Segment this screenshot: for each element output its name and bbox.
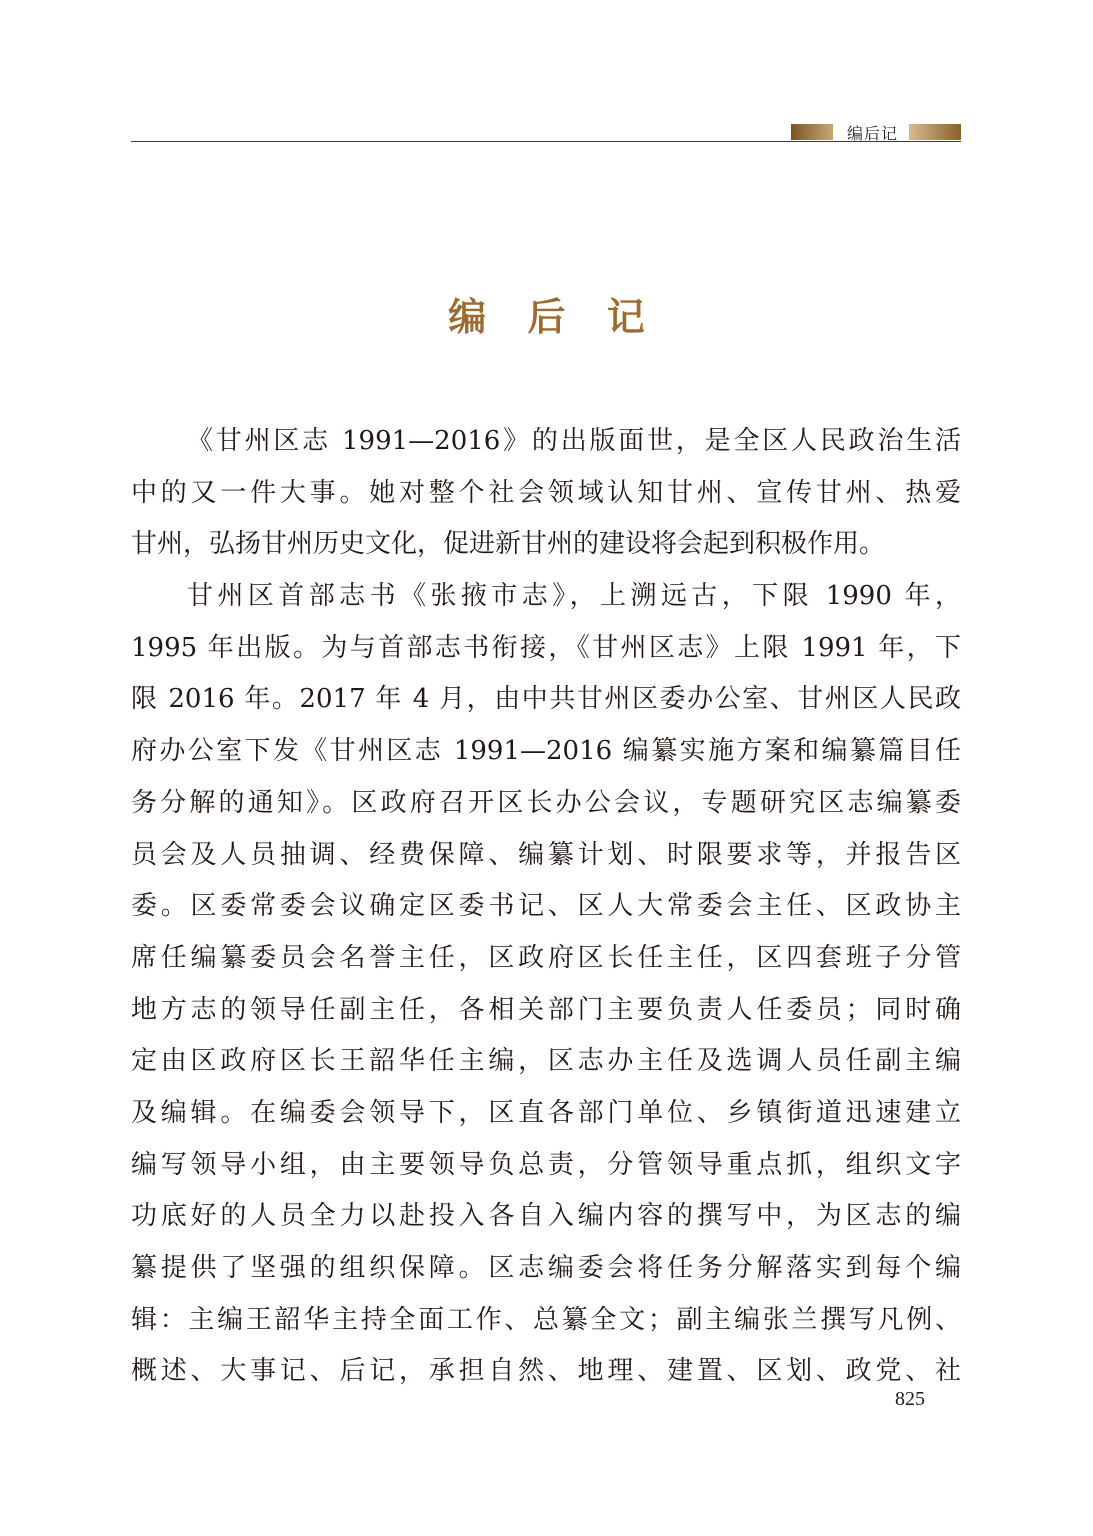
- text-line: 甘州，弘扬甘州历史文化，促进新甘州的建设将会起到积极作用。: [131, 529, 886, 560]
- header-accent-bar-right: [909, 124, 961, 140]
- text-line: 定由区政府区长王韶华任主编，区志办主任及选调人员任副主编: [131, 1046, 961, 1077]
- text-line: 委。区委常委会议确定区委书记、区人大常委会主任、区政协主: [131, 891, 961, 922]
- text-line: 《甘州区志 1991—2016》的出版面世，是全区人民政治生活: [187, 426, 961, 456]
- text-line: 1995 年出版。为与首部志书衔接，《甘州区志》上限 1991 年，下: [131, 632, 961, 663]
- body-text: [131, 416, 961, 1398]
- text-line: 及编辑。在编委会领导下，区直各部门单位、乡镇街道迅速建立: [131, 1097, 961, 1128]
- text-line: 功底好的人员全力以赴投入各自入编内容的撰写中，为区志的编: [131, 1201, 961, 1232]
- page-title: 编 后 记: [448, 295, 659, 339]
- text-line: 地方志的领导任副主任，各相关部门主要负责人任委员；同时确: [131, 994, 961, 1025]
- page-number: 825: [895, 1388, 925, 1410]
- running-header: [791, 123, 961, 141]
- running-header-label: 编后记: [847, 123, 899, 143]
- text-line: 编写领导小组，由主要领导负总责，分管领导重点抓，组织文字: [131, 1149, 961, 1180]
- text-line: 纂提供了坚强的组织保障。区志编委会将任务分解落实到每个编: [131, 1253, 961, 1283]
- text-line: 辑：主编王韶华主持全面工作、总纂全文；副主编张兰撰写凡例、: [131, 1304, 961, 1335]
- text-line: 概述、大事记、后记，承担自然、地理、建置、区划、政党、社: [131, 1356, 961, 1387]
- text-line: 甘州区首部志书《张掖市志》，上溯远古，下限 1990 年，: [187, 581, 961, 612]
- header-accent-bar-left: [791, 124, 833, 140]
- text-line: 府办公室下发《甘州区志 1991—2016 编纂实施方案和编纂篇目任: [131, 736, 961, 767]
- text-line: 员会及人员抽调、经费保障、编纂计划、时限要求等，并报告区: [131, 839, 961, 870]
- text-line: 务分解的通知》。区政府召开区长办公会议，专题研究区志编纂委: [131, 787, 961, 818]
- text-line: 席任编纂委员会名誉主任，区政府区长任主任，区四套班子分管: [131, 942, 961, 973]
- text-line: 限 2016 年。2017 年 4 月，由中共甘州区委办公室、甘州区人民政: [131, 684, 961, 715]
- text-line: 中的又一件大事。她对整个社会领域认知甘州、宣传甘州、热爱: [131, 477, 961, 508]
